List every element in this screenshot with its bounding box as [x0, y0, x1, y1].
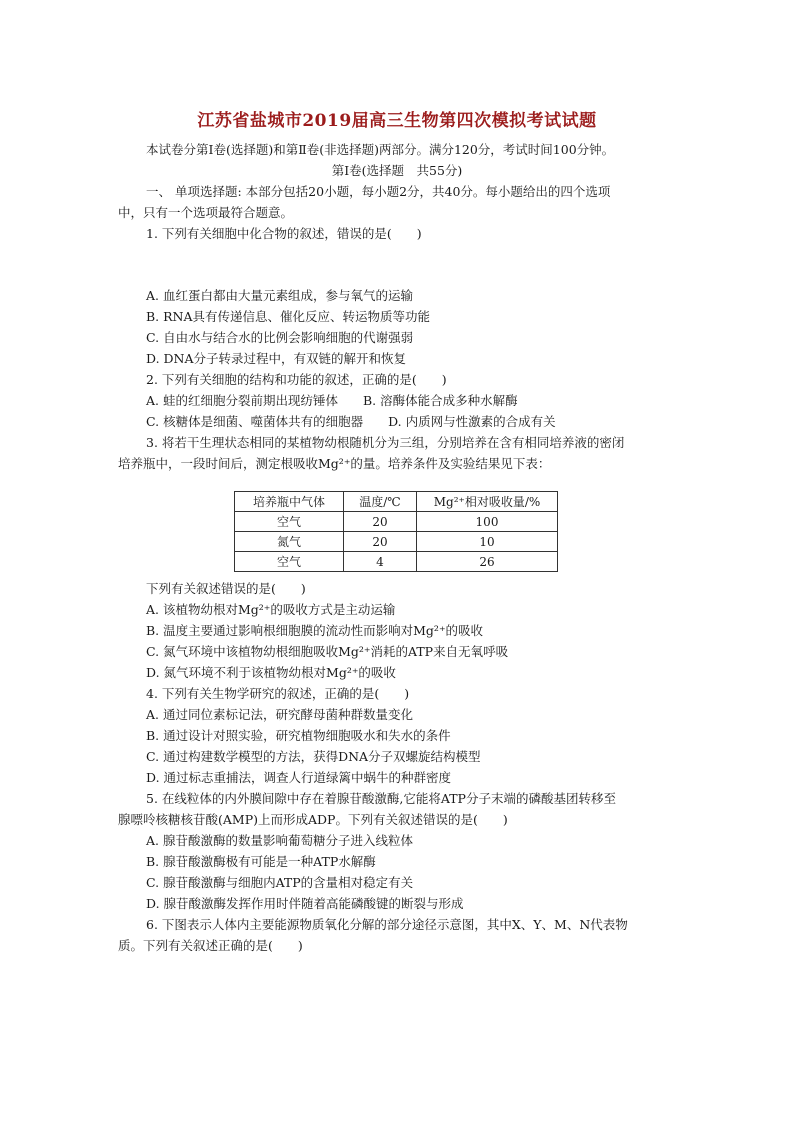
- table-cell: 26: [417, 552, 558, 572]
- q4-stem: 4. 下列有关生物学研究的叙述，正确的是( ): [146, 686, 410, 701]
- table-cell: 10: [417, 532, 558, 552]
- table-row: [235, 552, 558, 572]
- q3-option-a: A. 该植物幼根对Mg²⁺的吸收方式是主动运输: [146, 602, 396, 617]
- table-header-temperature: 温度/℃: [344, 492, 417, 512]
- q1-option-d: D. DNA分子转录过程中，有双链的解开和恢复: [146, 351, 407, 366]
- table-header-gas: 培养瓶中气体: [235, 492, 344, 512]
- q5-stem-line1: 5. 在线粒体的内外膜间隙中存在着腺苷酸激酶,它能将ATP分子末端的磷酸基团转移至: [146, 791, 616, 806]
- q3-stem-line1: 3. 将若干生理状态相同的某植物幼根随机分为三组，分别培养在含有相同培养液的密闭: [146, 435, 625, 450]
- q1-option-b: B. RNA具有传递信息、催化反应、转运物质等功能: [146, 309, 431, 324]
- q1-option-a: A. 血红蛋白都由大量元素组成，参与氧气的运输: [146, 288, 413, 303]
- q5-option-b: B. 腺苷酸激酶极有可能是一种ATP水解酶: [146, 854, 376, 869]
- part1-heading: 第Ⅰ卷(选择题 共55分): [331, 163, 463, 178]
- table-header-row: [235, 492, 558, 512]
- table-cell: 氮气: [235, 532, 344, 552]
- exam-title: 江苏省盐城市2019届高三生物第四次模拟考试试题: [197, 111, 597, 131]
- q4-option-a: A. 通过同位素标记法，研究酵母菌种群数量变化: [146, 707, 413, 722]
- q4-option-b: B. 通过设计对照实验，研究植物细胞吸水和失水的条件: [146, 728, 451, 743]
- table-row: [235, 532, 558, 552]
- q5-stem-line2: 腺嘌呤核糖核苷酸(AMP)上而形成ADP。下列有关叙述错误的是( ): [118, 812, 508, 827]
- q2-options-line2: C. 核糖体是细菌、噬菌体共有的细胞器 D. 内质网与性激素的合成有关: [146, 414, 556, 429]
- q2-options-line1: A. 蛙的红细胞分裂前期出现纺锤体 B. 溶酶体能合成多种水解酶: [146, 393, 518, 408]
- q3-question: 下列有关叙述错误的是( ): [146, 581, 306, 596]
- q3-stem-line2: 培养瓶中，一段时间后，测定根吸收Mg²⁺的量。培养条件及实验结果见下表：: [118, 456, 551, 471]
- q6-stem-line2: 质。下列有关叙述正确的是( ): [118, 938, 303, 953]
- table-cell: 20: [344, 512, 417, 532]
- q5-option-d: D. 腺苷酸激酶发挥作用时伴随着高能磷酸键的断裂与形成: [146, 896, 464, 911]
- section1-instructions-line2: 中，只有一个选项最符合题意。: [118, 205, 294, 220]
- table-header-absorption: Mg²⁺相对吸收量/%: [417, 492, 558, 512]
- q4-option-d: D. 通过标志重捕法，调查人行道绿篱中蜗牛的种群密度: [146, 770, 452, 785]
- q3-results-table: [234, 491, 558, 572]
- table-cell: 空气: [235, 512, 344, 532]
- q3-option-d: D. 氮气环境不利于该植物幼根对Mg²⁺的吸收: [146, 665, 396, 680]
- q3-option-c: C. 氮气环境中该植物幼根细胞吸收Mg²⁺消耗的ATP来自无氧呼吸: [146, 644, 509, 659]
- intro-text: 本试卷分第Ⅰ卷(选择题)和第Ⅱ卷(非选择题)两部分。满分120分，考试时间100分钟。: [146, 142, 615, 157]
- section1-instructions-line1: 一、 单项选择题: 本部分包括20小题，每小题2分，共40分。每小题给出的四个选项: [146, 184, 611, 199]
- q1-stem: 1. 下列有关细胞中化合物的叙述，错误的是( ): [146, 226, 422, 241]
- q3-option-b: B. 温度主要通过影响根细胞膜的流动性而影响对Mg²⁺的吸收: [146, 623, 484, 638]
- table-cell: 4: [344, 552, 417, 572]
- table-row: [235, 512, 558, 532]
- q4-option-c: C. 通过构建数学模型的方法，获得DNA分子双螺旋结构模型: [146, 749, 481, 764]
- q5-option-a: A. 腺苷酸激酶的数量影响葡萄糖分子进入线粒体: [146, 833, 413, 848]
- q2-stem: 2. 下列有关细胞的结构和功能的叙述，正确的是( ): [146, 372, 447, 387]
- table-cell: 100: [417, 512, 558, 532]
- q1-option-c: C. 自由水与结合水的比例会影响细胞的代谢强弱: [146, 330, 414, 345]
- q6-stem-line1: 6. 下图表示人体内主要能源物质氧化分解的部分途径示意图，其中X、Y、M、N代表物: [146, 917, 628, 932]
- table-cell: 20: [344, 532, 417, 552]
- table-cell: 空气: [235, 552, 344, 572]
- q5-option-c: C. 腺苷酸激酶与细胞内ATP的含量相对稳定有关: [146, 875, 414, 890]
